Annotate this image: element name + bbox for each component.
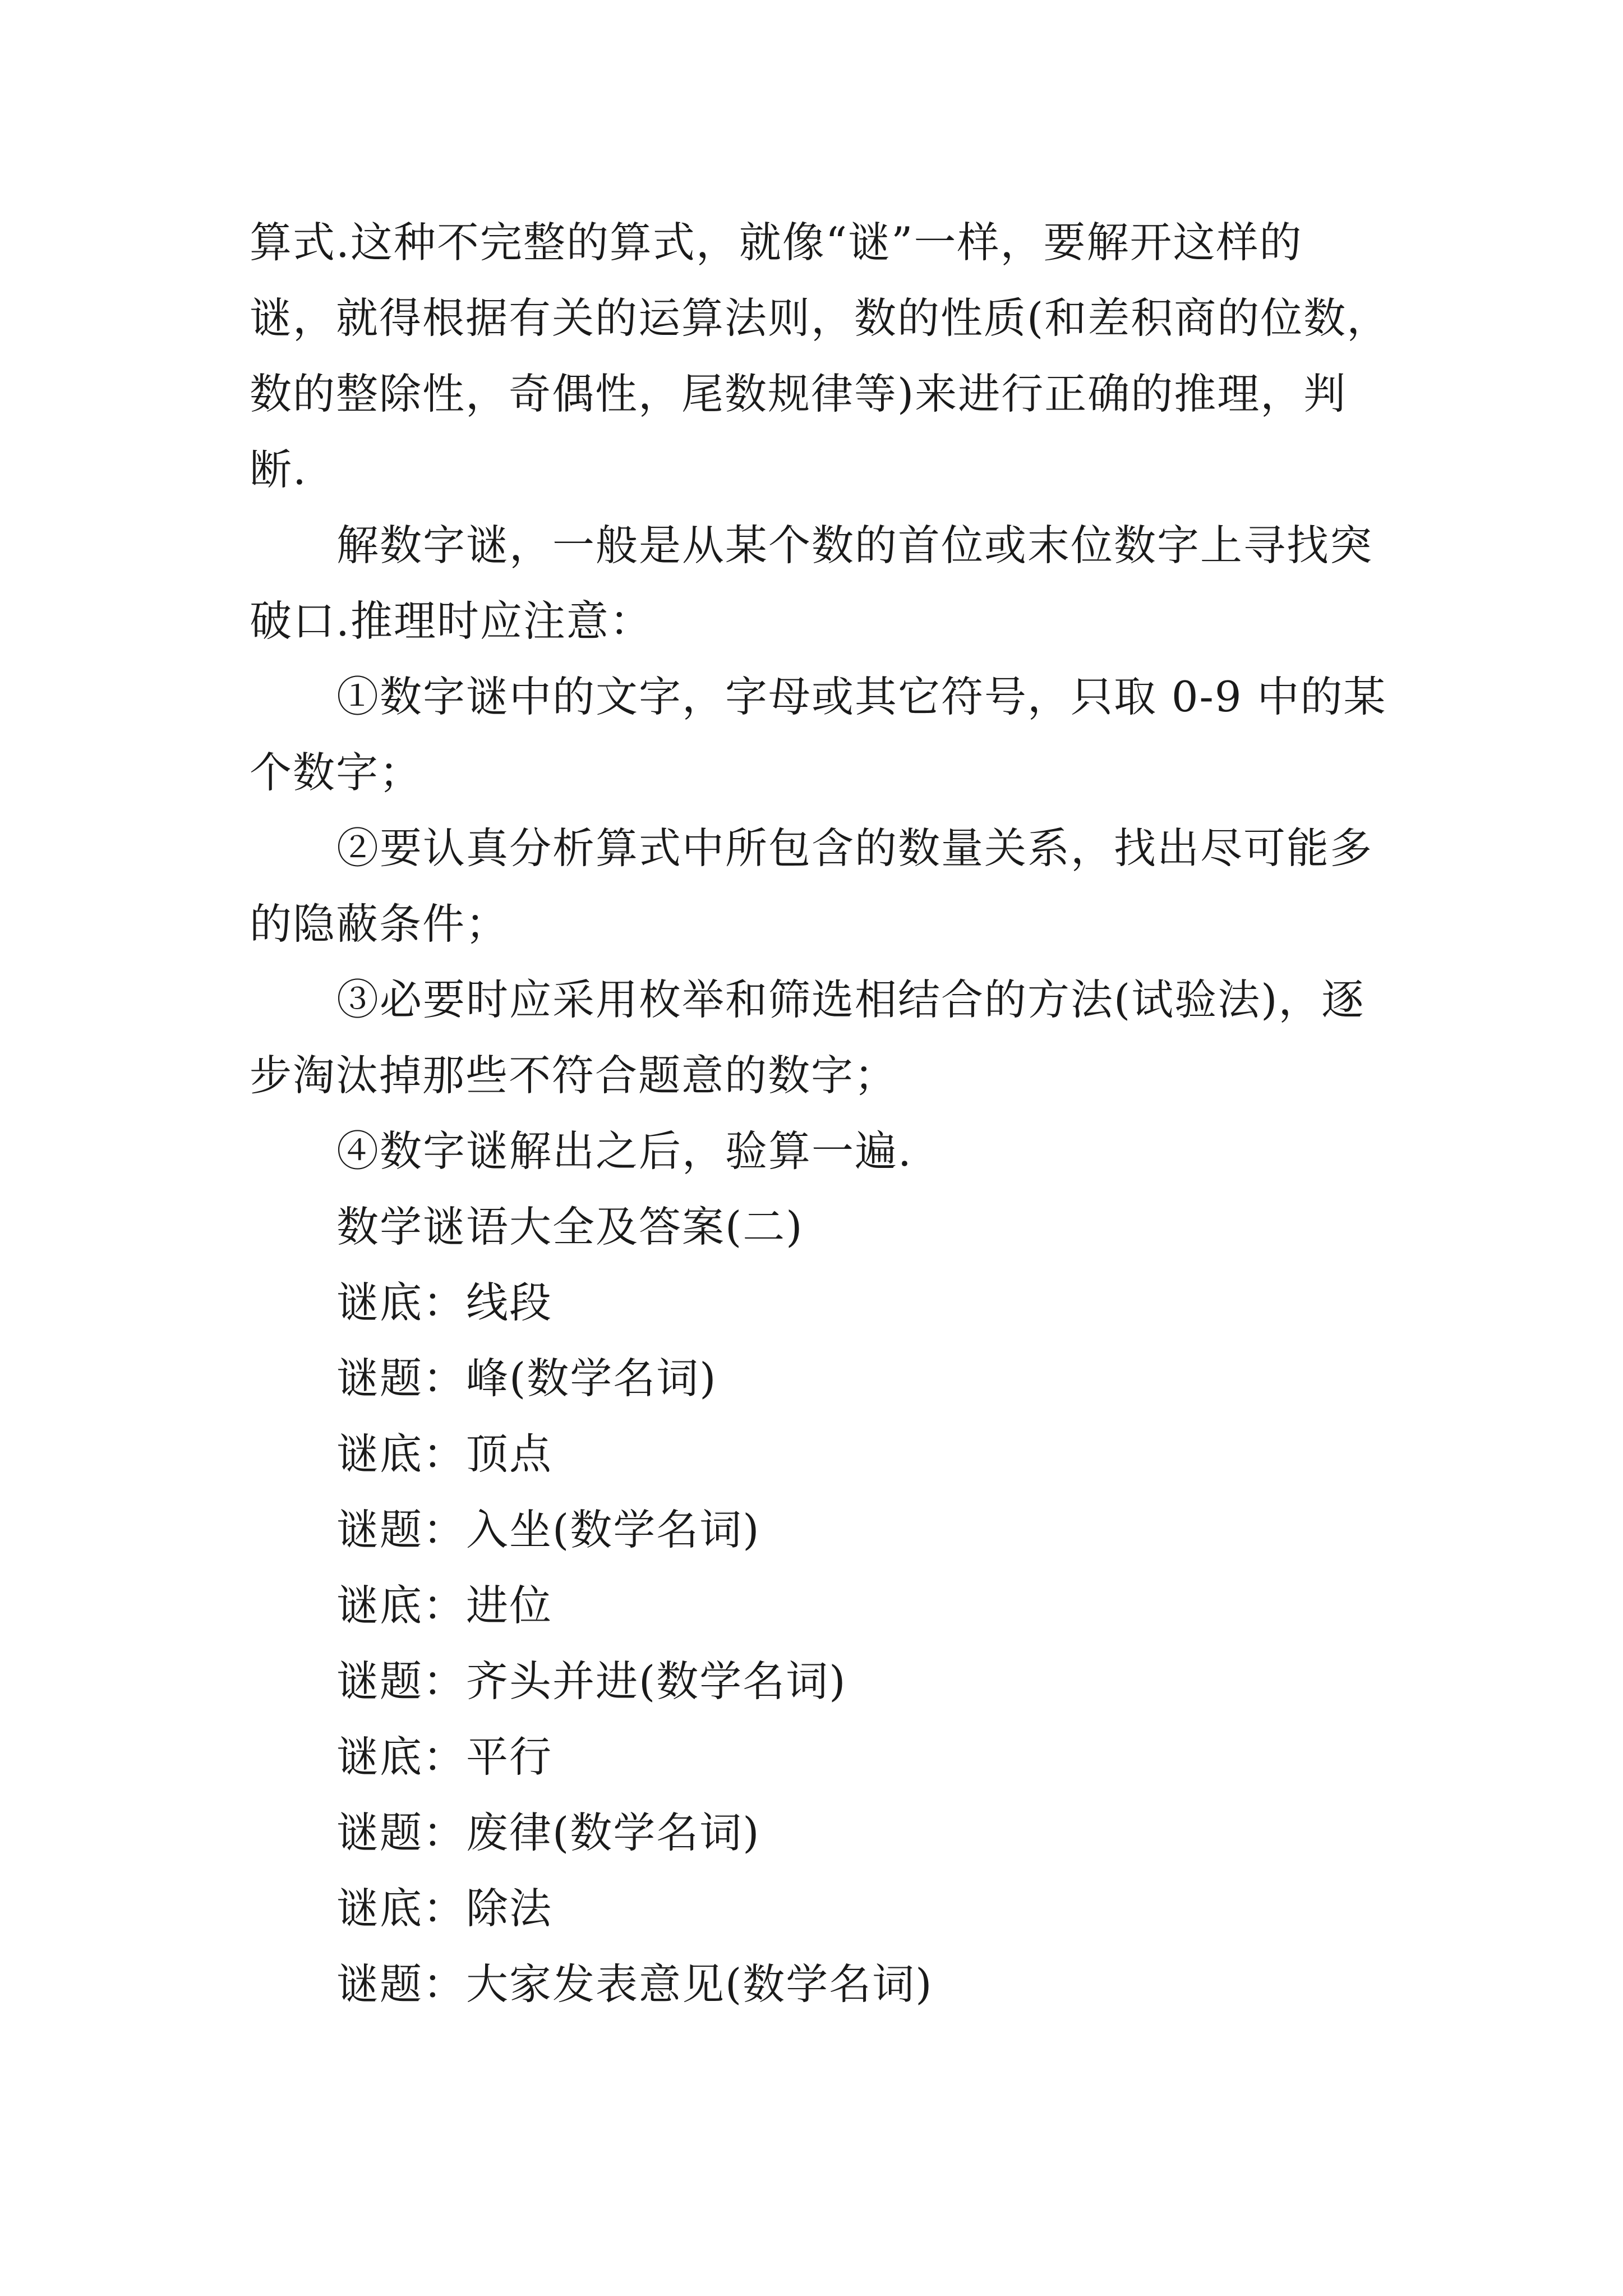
text-line: 谜题：废律(数学名词) — [336, 1808, 760, 1857]
text-line: 的隐蔽条件； — [250, 899, 509, 949]
text-line: 谜底：线段 — [336, 1278, 553, 1327]
section-heading: 数学谜语大全及答案(二) — [336, 1202, 804, 1251]
text-line: 断. — [250, 445, 307, 494]
text-line: 谜题：大家发表意见(数学名词) — [336, 1959, 933, 2009]
text-line: 谜底：进位 — [336, 1581, 553, 1630]
text-line: 算式.这种不完整的算式，就像“谜”一样，要解开这样的 — [250, 218, 1303, 267]
text-line: ④数字谜解出之后，验算一遍. — [336, 1126, 912, 1176]
text-line: 数的整除性，奇偶性，尾数规律等)来进行正确的推理，判 — [250, 369, 1347, 418]
text-line: 谜题：入坐(数学名词) — [336, 1505, 760, 1554]
text-line: 谜底：顶点 — [336, 1429, 553, 1479]
text-line: 破口.推理时应注意： — [250, 596, 653, 646]
text-line: ②要认真分析算式中所包含的数量关系，找出尽可能多 — [336, 823, 1373, 873]
text-line: 谜，就得根据有关的运算法则，数的性质(和差积商的位数， — [250, 293, 1390, 343]
text-line: ①数字谜中的文字，字母或其它符号，只取 0-9 中的某 — [336, 672, 1387, 721]
text-line: 个数字； — [250, 748, 423, 797]
text-line: 谜题：齐头并进(数学名词) — [336, 1657, 847, 1706]
text-line: 解数字谜，一般是从某个数的首位或末位数字上寻找突 — [336, 521, 1373, 570]
text-line: 谜题：峰(数学名词) — [336, 1354, 717, 1403]
text-line: 谜底：除法 — [336, 1884, 553, 1933]
text-line: 谜底：平行 — [336, 1732, 553, 1782]
text-line: 步淘汰掉那些不符合题意的数字； — [250, 1051, 898, 1100]
text-line: ③必要时应采用枚举和筛选相结合的方法(试验法)，逐 — [336, 975, 1365, 1024]
